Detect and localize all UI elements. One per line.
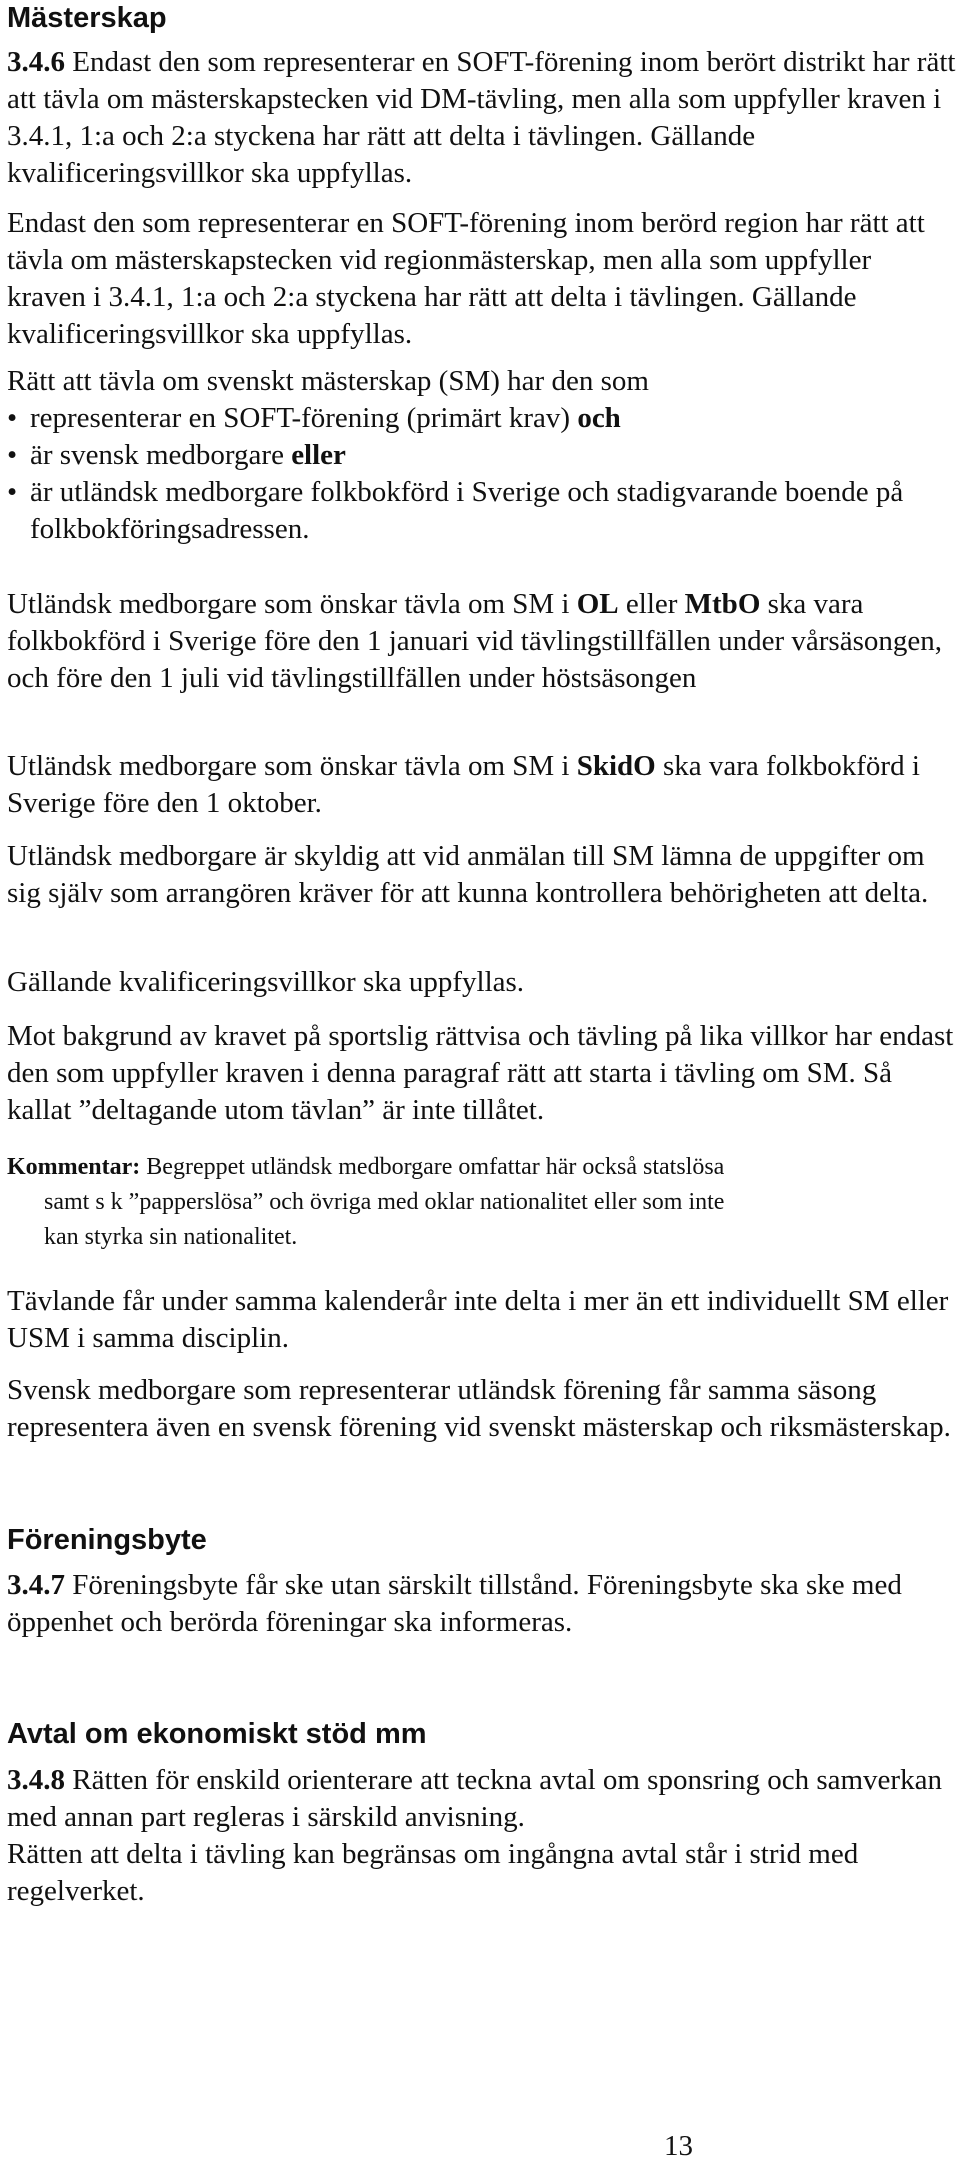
list-item: • är utländsk medborgare folkbokförd i Sverige och stadigvarande boende på folkbokföringsadressen. bbox=[7, 474, 957, 548]
heading-avtal: Avtal om ekonomiskt stöd mm bbox=[7, 1718, 427, 1750]
clause-number: 3.4.7 bbox=[7, 1569, 65, 1601]
clause-number: 3.4.8 bbox=[7, 1764, 65, 1796]
heading-masterskap: Mästerskap bbox=[7, 2, 167, 34]
heading-foreningsbyte: Föreningsbyte bbox=[7, 1524, 207, 1556]
comment-box: Kommentar: Begreppet utländsk medborgare omfattar här också statslösa samt s k ”papperslösa” och övriga med oklar nationalitet eller som inte kan styrka sin nationalitet. bbox=[7, 1154, 725, 1250]
page-number: 13 bbox=[664, 2130, 693, 2162]
list-item: • representerar en SOFT-förening (primärt krav) och bbox=[7, 400, 957, 437]
paragraph-foreign-club: Svensk medborgare som representerar utländsk förening får samma säsong representera även en svensk förening vid svenskt mästerskap och riksmästerskap. bbox=[7, 1374, 951, 1443]
paragraph-fairness: Mot bakgrund av kravet på sportslig rättvisa och tävling på lika villkor har endast den som uppfyller kraven i denna paragraf rätt att starta i tävling om SM. Så kallat ”deltagande utom tävlan” är inte tillåtet. bbox=[7, 1020, 954, 1126]
paragraph-skido: Utländsk medborgare som önskar tävla om SM i SkidO ska vara folkbokförd i Sverige före den 1 oktober. bbox=[7, 750, 920, 819]
list-item: • är svensk medborgare eller bbox=[7, 437, 957, 474]
paragraph-qualification: Gällande kvalificeringsvillkor ska uppfyllas. bbox=[7, 966, 525, 998]
paragraph-region: Endast den som representerar en SOFT-förening inom berörd region har rätt att tävla om mästerskapstecken vid regionmästerskap, men alla som uppfyller kraven i 3.4.1, 1:a och 2:a styckena har rätt att delta i tävlingen. Gällande kvalificeringsvillkor ska uppfyllas. bbox=[7, 207, 925, 350]
comment-label: Kommentar: bbox=[7, 1154, 141, 1180]
paragraph-ol-mtbo: Utländsk medborgare som önskar tävla om SM i OL eller MtbO ska vara folkbokförd i Sverige före den 1 januari vid tävlingstillfällen under vårsäsongen, och före den 1 juli vid tävlingstillfällen under höstsäsongen bbox=[7, 588, 942, 694]
paragraph-3-4-7: 3.4.7 Föreningsbyte får ske utan särskilt tillstånd. Föreningsbyte ska ske med öppenhet och berörda föreningar ska informeras. bbox=[7, 1569, 902, 1638]
sm-eligibility bbox=[7, 363, 957, 548]
paragraph-obligation: Utländsk medborgare är skyldig att vid anmälan till SM lämna de uppgifter om sig själv som arrangören kräver för att kunna kontrollera behörigheten att delta. bbox=[7, 840, 929, 909]
sm-intro: Rätt att tävla om svenskt mästerskap (SM) har den som bbox=[7, 365, 649, 397]
paragraph-3-4-8: 3.4.8 Rätten för enskild orienterare att teckna avtal om sponsring och samverkan med annan part regleras i särskild anvisning. Rätten att delta i tävling kan begränsas om ingångna avtal står i strid med regelverket. bbox=[7, 1764, 942, 1907]
sm-criteria-list bbox=[7, 400, 957, 548]
paragraph-text: Endast den som representerar en SOFT-förening inom berört distrikt har rätt att tävla om mästerskapstecken vid DM-tävling, men alla som uppfyller kraven i 3.4.1, 1:a och 2:a styckena har rätt att delta i tävlingen. Gällande kvalificeringsvillkor ska uppfyllas. bbox=[7, 46, 956, 189]
clause-number: 3.4.6 bbox=[7, 46, 65, 78]
paragraph-3-4-6 bbox=[7, 44, 957, 192]
paragraph-one-sm: Tävlande får under samma kalenderår inte delta i mer än ett individuellt SM eller USM i samma disciplin. bbox=[7, 1285, 949, 1354]
